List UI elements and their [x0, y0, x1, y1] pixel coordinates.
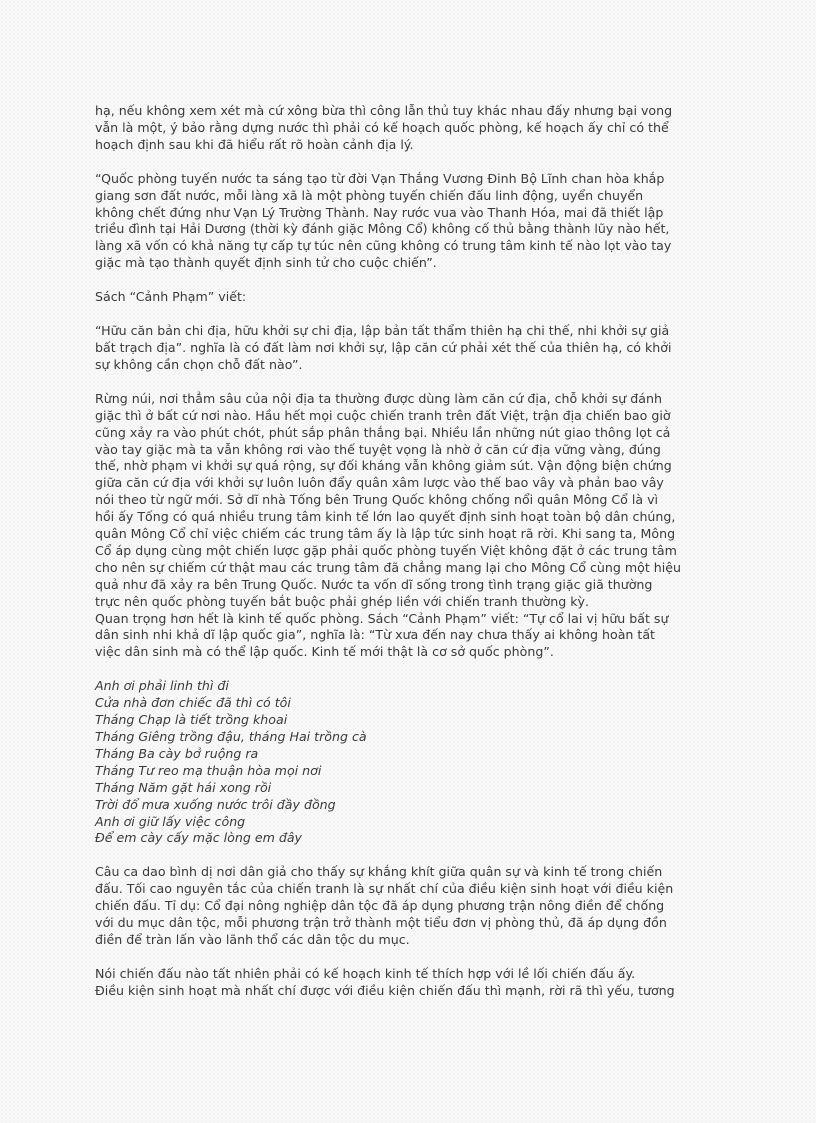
- text-line: vẫn là một, ý bảo rằng dựng nước thì phải có kế hoạch quốc phòng, kế hoạch ấy chỉ có thể: [95, 119, 669, 135]
- text-line: giặc thì ở bất cứ nơi nào. Hầu hết mọi cuộc chiến tranh trên đất Việt, trận địa chiến bao giờ: [95, 407, 671, 423]
- text-line: dân sinh nhi khả dĩ lập quốc gia”, nghĩa là: “Từ xưa đến nay chưa thấy ai không hoàn tất: [95, 627, 655, 643]
- poem-line: Tháng Ba cày bở ruộng ra: [95, 745, 259, 761]
- text-line: cũng xảy ra vào phút chót, phút sắp phân thắng bại. Nhiều lần những nút giao thông lọt cả: [95, 424, 671, 440]
- text-line: điền để tràn lấn vào lãnh thổ các dân tộc du mục.: [95, 931, 410, 947]
- body-paragraphs: [95, 103, 721, 661]
- text-line: trực nên quốc phòng tuyến bắt buộc phải ghép liền với chiến tranh thường kỳ.: [95, 593, 589, 609]
- paragraph: [95, 171, 721, 272]
- paragraph: [95, 391, 721, 662]
- text-line: hoạch định sau khi đã hiểu rất rõ hoàn cảnh địa lý.: [95, 136, 414, 152]
- text-line: cho nên sự chiếm cứ thật mau các trung tâm đã chẳng mang lại cho Mông Cổ cùng một hiệu: [95, 559, 682, 575]
- document-body: [95, 103, 721, 1000]
- text-line: triều đình tại Hải Dương (thời kỳ đánh giặc Mông Cổ) không cố thủ bằng thành lũy nào hết,: [95, 221, 670, 237]
- poem-line: Tháng Tư reo mạ thuận hòa mọi nơi: [95, 762, 322, 778]
- poem-line: Tháng Chạp là tiết trồng khoai: [95, 712, 288, 728]
- text-line: Câu ca dao bình dị nơi dân giả cho thấy sự khắng khít giữa quân sự và kinh tế trong chiến: [95, 864, 663, 880]
- paragraph: [95, 966, 721, 1000]
- poem-line: Trời đổ mưa xuống nước trôi đầy đồng: [95, 796, 336, 812]
- poem-line: Để em cày cấy mặc lòng em đây: [95, 830, 303, 846]
- text-line: giữa căn cứ địa với khởi sự luôn luôn đẩy quân xâm lược vào thế bao vây và phản bao vây: [95, 475, 664, 491]
- text-line: đấu. Tối cao nguyên tắc của chiến tranh là sự nhất chí của điều kiện sinh hoạt với điều kiện: [95, 881, 674, 897]
- text-line: Nói chiến đấu nào tất nhiên phải có kế hoạch kinh tế thích hợp với lề lối chiến đấu ấy.: [95, 965, 636, 981]
- text-line: nói theo từ ngữ mới. Sở dĩ nhà Tống bên Trung Quốc không chống nổi quân Mông Cổ là vì: [95, 492, 659, 508]
- paragraph: [95, 864, 721, 949]
- poem-line: Cửa nhà đơn chiếc đã thì có tôi: [95, 695, 291, 711]
- poem-line: Anh ơi giữ lấy việc công: [95, 813, 246, 829]
- text-line: “Hữu căn bản chi địa, hữu khởi sự chi địa, lập bản tất thẩm thiên hạ chi thế, nhi khởi sự giả: [95, 323, 670, 339]
- text-line: không chết đứng như Vạn Lý Trường Thành. Nay rước vua vào Thanh Hóa, mai đã thiết lập: [95, 204, 664, 220]
- poem-line: Anh ơi phải linh thì đi: [95, 678, 229, 694]
- text-line: hạ, nếu không xem xét mà cứ xông bừa thì công lẫn thủ tuy khác nhau đấy nhưng bại vong: [95, 103, 673, 118]
- text-line: vào tay giặc mà ta vẫn không rơi vào thế tuyệt vọng là nhờ ở căn cứ địa vững vàng, đúng: [95, 441, 661, 457]
- poem-line: Tháng Giêng trồng đậu, tháng Hai trồng cà: [95, 729, 367, 744]
- closing-paragraphs: [95, 864, 721, 999]
- text-line: Quan trọng hơn hết là kinh tế quốc phòng. Sách “Cảnh Phạm” viết: “Tự cổ lai vị hữu bất sự: [95, 610, 669, 626]
- text-line: việc dân sinh mà có thể lập quốc. Kinh tế mới thật là cơ sở quốc phòng”.: [95, 644, 554, 660]
- text-line: giang sơn đất nước, mỗi làng xã là một phòng tuyến chiến đấu linh động, uyển chuyển: [95, 187, 644, 203]
- text-line: quân Mông Cổ chỉ việc chiếm các trung tâm ấy là lập tức sinh hoạt rã rời. Khi sang ta, Mông: [95, 526, 676, 542]
- text-line: thế, nhờ phạm vi khởi sự quá rộng, sự đối kháng vẫn không giảm sút. Vận động biện chứng: [95, 458, 672, 474]
- text-line: hồi ấy Tống có quá nhiều trung tâm kinh tế lớn lao quyết định sinh hoạt toàn bộ dân chúng,: [95, 509, 676, 525]
- text-line: Điều kiện sinh hoạt mà nhất chí được với điều kiện chiến đấu thì mạnh, rời rã thì yếu, tương: [95, 982, 675, 998]
- text-line: Rừng núi, nơi thẳm sâu của nội địa ta thường được dùng làm căn cứ địa, chỗ khởi sự đánh: [95, 390, 662, 406]
- text-line: “Quốc phòng tuyến nước ta sáng tạo từ đời Vạn Thắng Vương Đinh Bộ Lĩnh chan hòa khắp: [95, 170, 665, 186]
- text-line: bất trạch địa”. nghĩa là có đất làm nơi khởi sự, lập căn cứ phải xét thế của thiên hạ, có khởi: [95, 339, 672, 355]
- text-line: với du mục dân tộc, mỗi phương trận trở thành một tiểu đơn vị phòng thủ, đã áp dụng đồn: [95, 915, 667, 931]
- paragraph: [95, 103, 721, 154]
- folk-poem: [95, 678, 721, 847]
- text-line: giặc mà tạo thành quyết định sinh tử cho cuộc chiến”.: [95, 255, 437, 271]
- text-line: làng xã vốn có khả năng tự cấp tự túc nên cũng không có trung tâm kinh tế nào lọt vào tay: [95, 238, 672, 254]
- text-line: Cổ áp dụng cùng một chiến lược gặp phải quốc phòng tuyến Việt không đặt ở các trung tâm: [95, 542, 677, 558]
- text-line: sự không cần chọn chỗ đất nào”.: [95, 356, 303, 372]
- paragraph: [95, 323, 721, 374]
- paragraph: [95, 289, 721, 306]
- text-line: Sách “Cảnh Phạm” viết:: [95, 289, 247, 305]
- text-line: chiến đấu. Tỉ dụ: Cổ đại nông nghiệp dân tộc đã áp dụng phương trận nông điền để chống: [95, 898, 665, 914]
- text-line: quả như đã xảy ra bên Trung Quốc. Nước ta vốn dĩ sống trong tình trạng giặc giã thường: [95, 576, 653, 592]
- poem-line: Tháng Năm gặt hái xong rồi: [95, 779, 272, 795]
